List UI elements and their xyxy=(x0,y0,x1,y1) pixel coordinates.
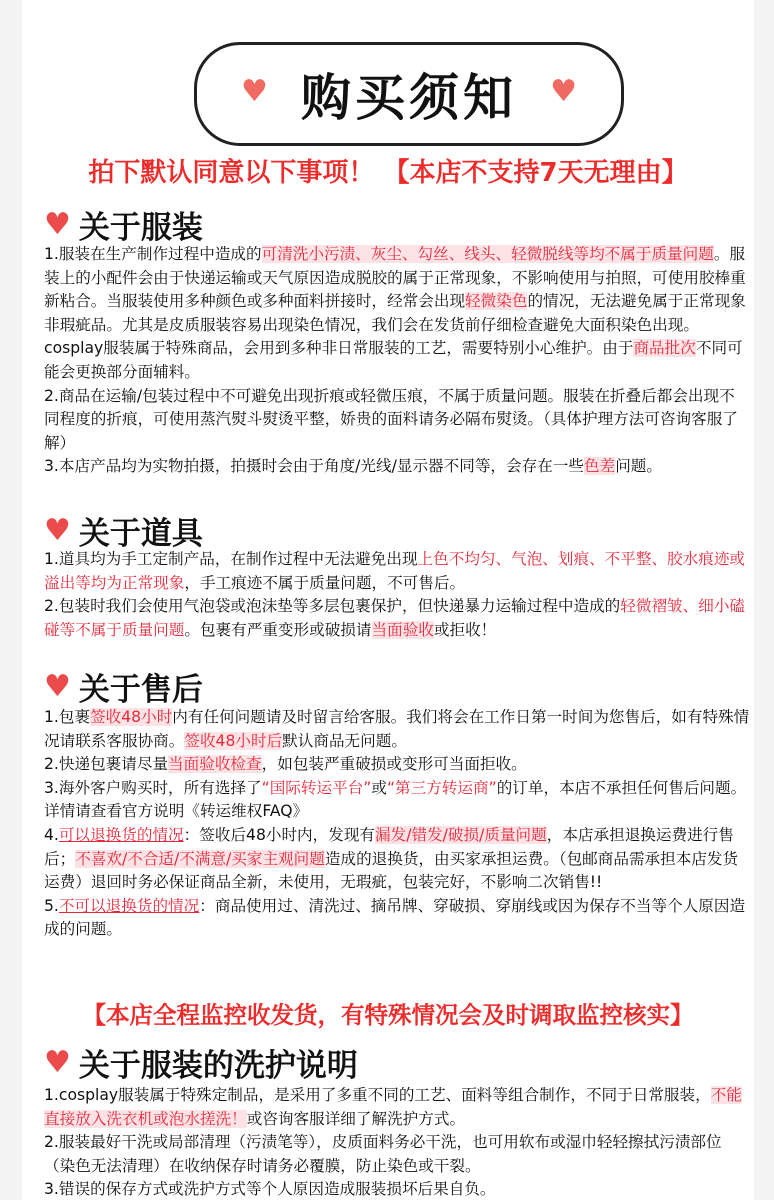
paragraph: 1.道具均为手工定制产品，在制作过程中无法避免出现上色不均匀、气泡、划痕、不平整、胶水痕迹或溢出等均为正常现象，手工痕迹不属于质量问题，不可售后。 xyxy=(44,550,746,592)
agreement-notice: 拍下默认同意以下事项！ 【本店不支持7天无理由】 xyxy=(88,158,688,188)
notice-page xyxy=(22,0,754,1200)
section-props-heading xyxy=(44,508,203,553)
heart-icon: ♥ xyxy=(44,206,71,242)
paragraph: 2.商品在运输/包装过程中不可避免出现折痕或轻微压痕，不属于质量问题。服装在折叠后都会出现不同程度的折痕，可使用蒸汽熨斗熨烫平整，娇贵的面料请务必隔布熨烫。（具体护理方法可咨询客服了解） xyxy=(44,386,738,452)
section-aftersale-body xyxy=(44,706,750,942)
paragraph: 3.错误的保存方式或洗护方式等个人原因造成服装损坏后果自负。 xyxy=(44,1180,496,1199)
section-care-body xyxy=(44,1084,750,1200)
paragraph: 1.包裹签收48小时内有任何问题请及时留言给客服。我们将会在工作日第一时间为您售后，如有特殊情况请联系客服协商。签收48小时后默认商品无问题。 xyxy=(44,708,750,750)
page-title: 购买须知 xyxy=(301,68,517,127)
heart-icon: ♥ xyxy=(241,74,268,109)
paragraph: 1.服装在生产制作过程中造成的可清洗小污渍、灰尘、勾丝、线头、轻微脱线等均不属于质量问题。服装上的小配件会由于快递运输或天气原因造成脱胶的属于正常现象，不影响使用与拍照，可使用胶棒重新粘合。当服装使用多种颜色或多种面料拼接时，经常会出现轻微染色的情况，无法避免属于正常现象非瑕疵品。尤其是皮质服装容易出现染色情况，我们会在发货前仔细检查避免大面积染色出现。cosplay服装属于特殊商品，会用到多种非日常服装的工艺，需要特别小心维护。由于商品批次不同可能会更换部分面辅料。 xyxy=(44,245,746,381)
paragraph: 3.本店产品均为实物拍摄，拍摄时会由于角度/光线/显示器不同等，会存在一些色差问题。 xyxy=(44,457,662,476)
section-care-heading xyxy=(44,1040,358,1085)
section-clothing-body xyxy=(44,243,750,479)
section-aftersale-heading xyxy=(44,664,203,709)
paragraph: 2.包装时我们会使用气泡袋或泡沫垫等多层包裹保护，但快递暴力运输过程中造成的轻微褶皱、细小磕碰等不属于质量问题。包裹有严重变形或破损请当面验收或拒收！ xyxy=(44,597,746,639)
paragraph: 1.cosplay服装属于特殊定制品，是采用了多重不同的工艺、面料等组合制作，不同于日常服装，不能直接放入洗衣机或泡水搓洗！或咨询客服详细了解洗护方式。 xyxy=(44,1086,742,1128)
heart-icon: ♥ xyxy=(44,1044,71,1080)
paragraph: 2.快递包裹请尽量当面验收检查，如包装严重破损或变形可当面拒收。 xyxy=(44,755,527,774)
section-title: 关于服装 xyxy=(78,210,203,246)
heart-icon: ♥ xyxy=(44,512,71,548)
section-title: 关于售后 xyxy=(78,672,203,708)
section-clothing-heading xyxy=(44,202,203,247)
paragraph: 3.海外客户购买时，所有选择了“国际转运平台”或“第三方转运商”的订单，本店不承担任何售后问题。详情请查看官方说明《转运维权FAQ》 xyxy=(44,778,747,821)
paragraph: 4.可以退换货的情况：签收后48小时内，发现有漏发/错发/破损/质量问题，本店承担退换运费进行售后；不喜欢/不合适/不满意/买家主观问题造成的退换货，由买家承担运费。（包邮商品需承担本店发货运费）退回时务必保证商品全新，未使用，无瑕疵，包装完好，不影响二次销售!! xyxy=(44,825,739,892)
heart-icon: ♥ xyxy=(44,668,71,704)
monitor-notice: 【本店全程监控收发货，有特殊情况会及时调取监控核实】 xyxy=(82,1001,694,1029)
section-title: 关于道具 xyxy=(78,516,203,552)
title-banner xyxy=(194,42,624,146)
section-props-body xyxy=(44,548,750,642)
heart-icon: ♥ xyxy=(550,74,577,109)
paragraph: 5.不可以退换货的情况：商品使用过、清洗过、摘吊牌、穿破损、穿崩线或因为保存不当等个人原因造成的问题。 xyxy=(44,896,746,939)
paragraph: 2.服装最好干洗或局部清理（污渍笔等），皮质面料务必干洗，也可用软布或湿巾轻轻擦拭污渍部位（染色无法清理）在收纳保存时请务必覆膜，防止染色或干裂。 xyxy=(44,1133,722,1175)
section-title: 关于服装的洗护说明 xyxy=(78,1048,358,1084)
